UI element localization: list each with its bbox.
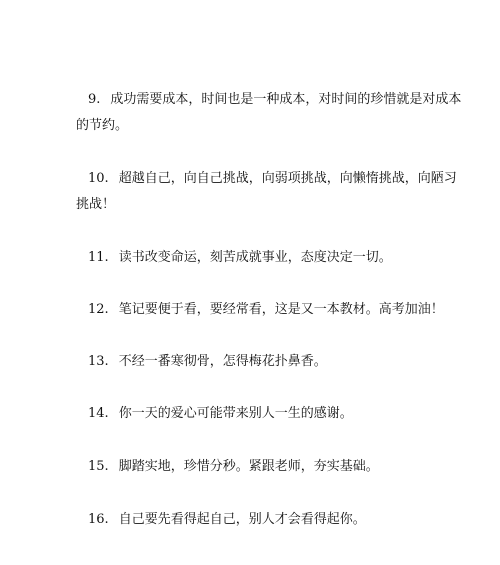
item-text: 自己要先看得起自己，别人才会看得起你。 [118, 512, 366, 527]
item-number: 15. [88, 459, 109, 474]
item-number: 12. [88, 302, 109, 317]
item-text: 不经一番寒彻骨，怎得梅花扑鼻香。 [118, 354, 327, 369]
list-item-line [88, 171, 457, 187]
list-item-line [88, 92, 461, 108]
item-text: 成功需要成本，时间也是一种成本，对时间的珍惜就是对成本 [110, 92, 462, 107]
list-item-line [88, 406, 353, 422]
item-number: 9. [88, 92, 101, 107]
item-number: 13. [88, 354, 109, 369]
list-item-line [88, 302, 444, 318]
item-text: 脚踏实地，珍惜分秒。紧跟老师，夯实基础。 [118, 459, 379, 474]
list-item-line-continued [76, 118, 128, 134]
item-text: 笔记要便于看，要经常看，这是又一本教材。高考加油！ [118, 302, 444, 317]
item-text: 挑战！ [76, 197, 116, 212]
item-text: 超越自己，向自己挑战，向弱项挑战，向懒惰挑战，向陋习 [118, 171, 457, 186]
list-item-line [88, 459, 379, 475]
item-number: 14. [88, 406, 109, 421]
list-item-line-continued [76, 197, 115, 213]
item-number: 10. [88, 171, 109, 186]
list-item-line [88, 250, 392, 266]
item-text: 你一天的爱心可能带来别人一生的感谢。 [118, 406, 353, 421]
item-text: 的节约。 [76, 118, 129, 133]
item-text: 读书改变命运，刻苦成就事业，态度决定一切。 [118, 250, 392, 265]
item-number: 11. [88, 250, 109, 265]
list-item-line [88, 512, 366, 528]
item-number: 16. [88, 512, 109, 527]
list-item-line [88, 354, 327, 370]
